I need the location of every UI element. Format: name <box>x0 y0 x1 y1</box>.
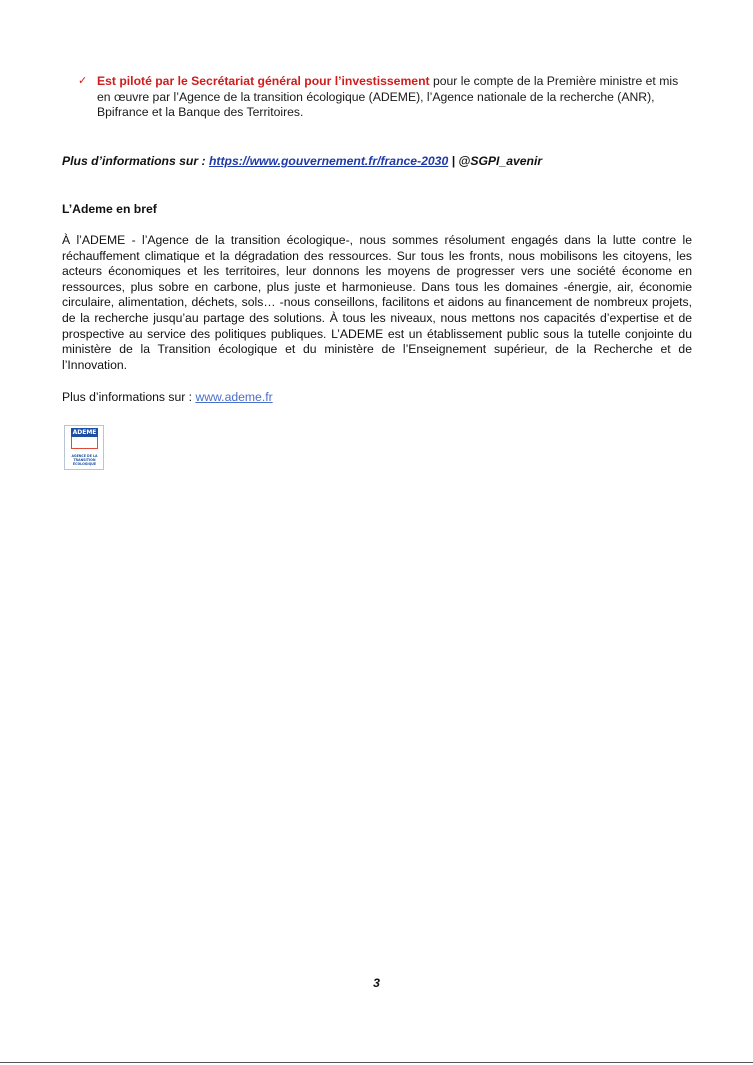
more-info-line-1 <box>62 154 542 170</box>
bullet-bold-text: Est piloté par le Secrétariat général pour l’investissement <box>97 74 430 88</box>
bullet-body-text: pour le compte de la Première ministre et mis en œuvre par l’Agence de la transition écologique (ADEME), l’Agence nationale de la recherche (ANR), Bpifrance et la Banque des Territoires. <box>97 74 679 120</box>
ademe-logo <box>64 425 104 470</box>
bottom-divider <box>0 1062 753 1063</box>
more-info-line-2 <box>62 390 273 406</box>
more-info-suffix-1: | @SGPI_avenir <box>448 154 543 168</box>
ademe-description-paragraph: À l’ADEME - l’Agence de la transition écologique-, nous sommes résolument engagés dans la lutte contre le réchauffement climatique et la dégradation des ressources. Sur tous les fronts, nous mobilisons les citoyens, les acteurs économiques et les territoires, leur donnons les moyens de progresser vers une société économe en ressources, plus sobre en carbone, plus juste et harmonieuse. Dans tous les domaines -énergie, air, économie circulaire, alimentation, déchets, sols… -nous conseillons, facilitons et aidons au financement de nombreux projets, de la recherche jusqu’au partage des solutions. À tous les niveaux, nous mettons nos capacités d’expertise et de prospective au service des politiques publiques. L’ADEME est un établissement public sous la tutelle conjointe du ministère de la Transition écologique et du ministère de l’Enseignement supérieur, de la Recherche et de l’Innovation. <box>62 233 692 372</box>
section-title: L’Ademe en bref <box>62 202 157 216</box>
bullet-text <box>97 74 690 121</box>
france-2030-link[interactable]: https://www.gouvernement.fr/france-2030 <box>208 154 449 168</box>
ademe-logo-subtitle: AGENCE DE LA TRANSITION ÉCOLOGIQUE <box>71 454 98 466</box>
bullet-item <box>78 74 690 121</box>
page-number: 3 <box>373 976 380 990</box>
checkmark-icon: ✓ <box>78 75 88 87</box>
ademe-website-link[interactable]: www.ademe.fr <box>195 390 273 404</box>
more-info-prefix-2: Plus d’informations sur : <box>62 390 196 404</box>
more-info-prefix-1: Plus d’informations sur : <box>62 154 209 168</box>
ademe-logo-mark: ADEME <box>72 429 97 436</box>
logo-accent-frame <box>71 437 98 449</box>
